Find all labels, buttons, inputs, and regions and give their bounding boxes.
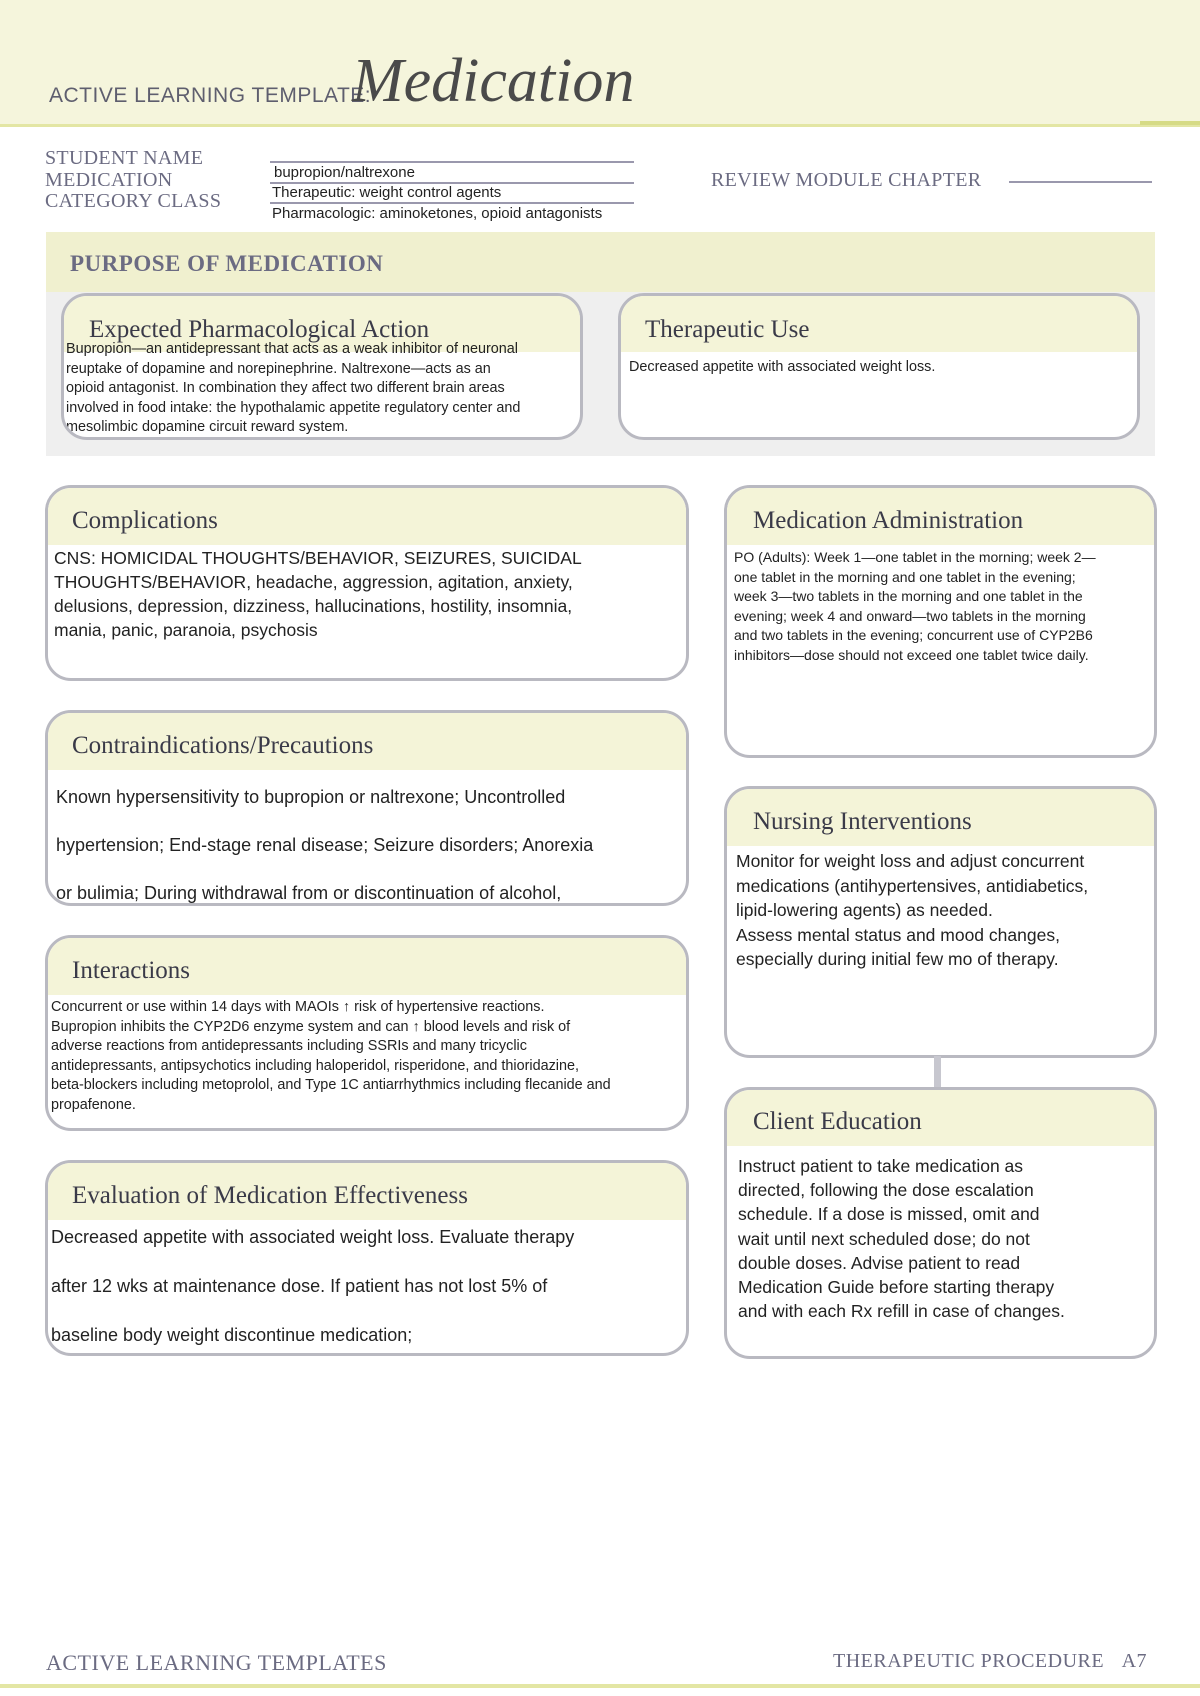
text-line: Concurrent or use within 14 days with MAOIs ↑ risk of hypertensive reactions. bbox=[51, 999, 545, 1015]
text-line: after 12 wks at maintenance dose. If patient has not lost 5% of bbox=[51, 1276, 548, 1296]
text-line: Assess mental status and mood changes, bbox=[736, 924, 1060, 945]
text-line: reuptake of dopamine and norepinephrine. Naltrexone—acts as an bbox=[66, 360, 491, 377]
text-line: medications (antihypertensives, antidiabetics, bbox=[736, 875, 1089, 896]
purpose-title: PURPOSE OF MEDICATION bbox=[70, 251, 384, 276]
evaluation-title: Evaluation of Medication Effectiveness bbox=[72, 1182, 468, 1209]
medication-administration-title: Medication Administration bbox=[753, 507, 1024, 534]
nursing-interventions-title: Nursing Interventions bbox=[753, 808, 972, 835]
interactions-body bbox=[51, 998, 611, 1115]
card-connector bbox=[934, 1056, 941, 1090]
text-line: PO (Adults): Week 1—one tablet in the morning; week 2— bbox=[734, 549, 1096, 565]
text-line: hypertension; End-stage renal disease; Seizure disorders; Anorexia bbox=[56, 835, 594, 855]
category-line bbox=[270, 202, 634, 204]
text-line: beta-blockers including metoprolol, and Type 1C antiarrhythmics including flecanide and bbox=[51, 1077, 611, 1093]
text-line: Monitor for weight loss and adjust concurrent bbox=[736, 851, 1085, 871]
client-education-card bbox=[724, 1087, 1157, 1359]
page-number: A7 bbox=[1121, 1650, 1148, 1672]
client-education-body bbox=[738, 1154, 1065, 1323]
contraindications-title: Contraindications/Precautions bbox=[72, 732, 374, 759]
evaluation-body bbox=[51, 1213, 574, 1356]
therapeutic-class-value: Therapeutic: weight control agents bbox=[272, 184, 502, 201]
text-line: mesolimbic dopamine circuit reward system. bbox=[66, 419, 349, 435]
text-line: propafenone. bbox=[51, 1096, 136, 1113]
expected-action-card bbox=[61, 293, 583, 440]
text-line: and with each Rx refill in case of changes. bbox=[738, 1301, 1065, 1322]
template-label: ACTIVE LEARNING TEMPLATE: bbox=[49, 84, 372, 107]
text-line: mania, panic, paranoia, psychosis bbox=[54, 620, 318, 640]
review-module-label: REVIEW MODULE CHAPTER bbox=[711, 169, 982, 191]
text-line: THOUGHTS/BEHAVIOR, headache, aggression, agitation, anxiety, bbox=[54, 572, 573, 592]
nursing-interventions-card bbox=[724, 786, 1157, 1058]
medication-label: MEDICATION bbox=[45, 169, 173, 191]
text-line: Decreased appetite with associated weight loss. Evaluate therapy bbox=[51, 1227, 575, 1247]
therapeutic-use-title: Therapeutic Use bbox=[645, 316, 810, 343]
category-class-label: CATEGORY CLASS bbox=[45, 190, 222, 212]
text-line: delusions, depression, dizziness, hallucinations, hostility, insomnia, bbox=[54, 596, 573, 616]
interactions-card bbox=[45, 935, 689, 1131]
complications-body bbox=[54, 546, 582, 642]
pharmacologic-class-value: Pharmacologic: aminoketones, opioid antagonists bbox=[272, 205, 603, 222]
therapeutic-use-card bbox=[618, 293, 1140, 440]
review-module-line bbox=[1009, 181, 1152, 183]
footer-section: THERAPEUTIC PROCEDURE bbox=[833, 1650, 1105, 1672]
text-line: schedule. If a dose is missed, omit and bbox=[738, 1204, 1040, 1225]
footer-left: ACTIVE LEARNING TEMPLATES bbox=[46, 1650, 387, 1675]
evaluation-card bbox=[45, 1160, 689, 1356]
student-name-label: STUDENT NAME bbox=[45, 147, 204, 169]
text-line: double doses. Advise patient to read bbox=[738, 1252, 1021, 1273]
text-line: adverse reactions from antidepressants including SSRIs and many tricyclic bbox=[51, 1038, 527, 1054]
complications-card bbox=[45, 485, 689, 681]
text-line: directed, following the dose escalation bbox=[738, 1180, 1034, 1201]
header-rule bbox=[0, 124, 1200, 127]
text-line: Bupropion—an antidepressant that acts as a weak inhibitor of neuronal bbox=[66, 341, 518, 357]
text-line: baseline body weight discontinue medication; bbox=[51, 1325, 413, 1345]
text-line: week 3—two tablets in the morning and one tablet in the bbox=[734, 588, 1083, 604]
expected-action-title: Expected Pharmacological Action bbox=[89, 316, 430, 343]
text-line: and two tablets in the evening; concurrent use of CYP2B6 bbox=[734, 627, 1093, 643]
text-line: Instruct patient to take medication as bbox=[738, 1156, 1024, 1176]
text-line: involved in food intake: the hypothalamic appetite regulatory center and bbox=[66, 399, 521, 416]
medication-administration-card bbox=[724, 485, 1157, 758]
text-line: Bupropion inhibits the CYP2D6 enzyme system and can ↑ blood levels and risk of bbox=[51, 1018, 571, 1035]
footer-rule bbox=[0, 1684, 1200, 1688]
footer-right bbox=[833, 1650, 1147, 1673]
medication-value: bupropion/naltrexone bbox=[274, 164, 415, 181]
text-line: one tablet in the morning and one tablet in the evening; bbox=[734, 568, 1076, 585]
text-line: CNS: HOMICIDAL THOUGHTS/BEHAVIOR, SEIZURES, SUICIDAL bbox=[54, 548, 582, 568]
text-line: or bulimia; During withdrawal from or discontinuation of alcohol, bbox=[56, 883, 562, 903]
complications-title: Complications bbox=[72, 507, 218, 534]
expected-action-body bbox=[66, 340, 520, 438]
text-line: especially during initial few mo of therapy. bbox=[736, 949, 1059, 969]
text-line: lipid-lowering agents) as needed. bbox=[736, 900, 993, 920]
medication-administration-body bbox=[734, 548, 1096, 665]
nursing-interventions-body bbox=[736, 849, 1088, 972]
interactions-title: Interactions bbox=[72, 957, 191, 984]
template-title: Medication bbox=[352, 47, 635, 115]
contraindications-card bbox=[45, 710, 689, 906]
text-line: antidepressants, antipsychotics including haloperidol, risperidone, and thioridazine, bbox=[51, 1057, 579, 1074]
text-line: Known hypersensitivity to bupropion or naltrexone; Uncontrolled bbox=[56, 787, 566, 807]
text-line: inhibitors—dose should not exceed one tablet twice daily. bbox=[734, 646, 1089, 663]
therapeutic-use-text: Decreased appetite with associated weight loss. bbox=[629, 359, 936, 375]
text-line: evening; week 4 and onward—two tablets in the morning bbox=[734, 607, 1086, 624]
text-line: opioid antagonist. In combination they affect two different brain areas bbox=[66, 380, 505, 396]
student-name-line bbox=[270, 161, 634, 163]
text-line: wait until next scheduled dose; do not bbox=[738, 1228, 1030, 1249]
contraindications-body bbox=[56, 773, 593, 906]
client-education-title: Client Education bbox=[753, 1108, 922, 1135]
text-line: Medication Guide before starting therapy bbox=[738, 1277, 1055, 1298]
header-rule-accent bbox=[1140, 121, 1200, 125]
